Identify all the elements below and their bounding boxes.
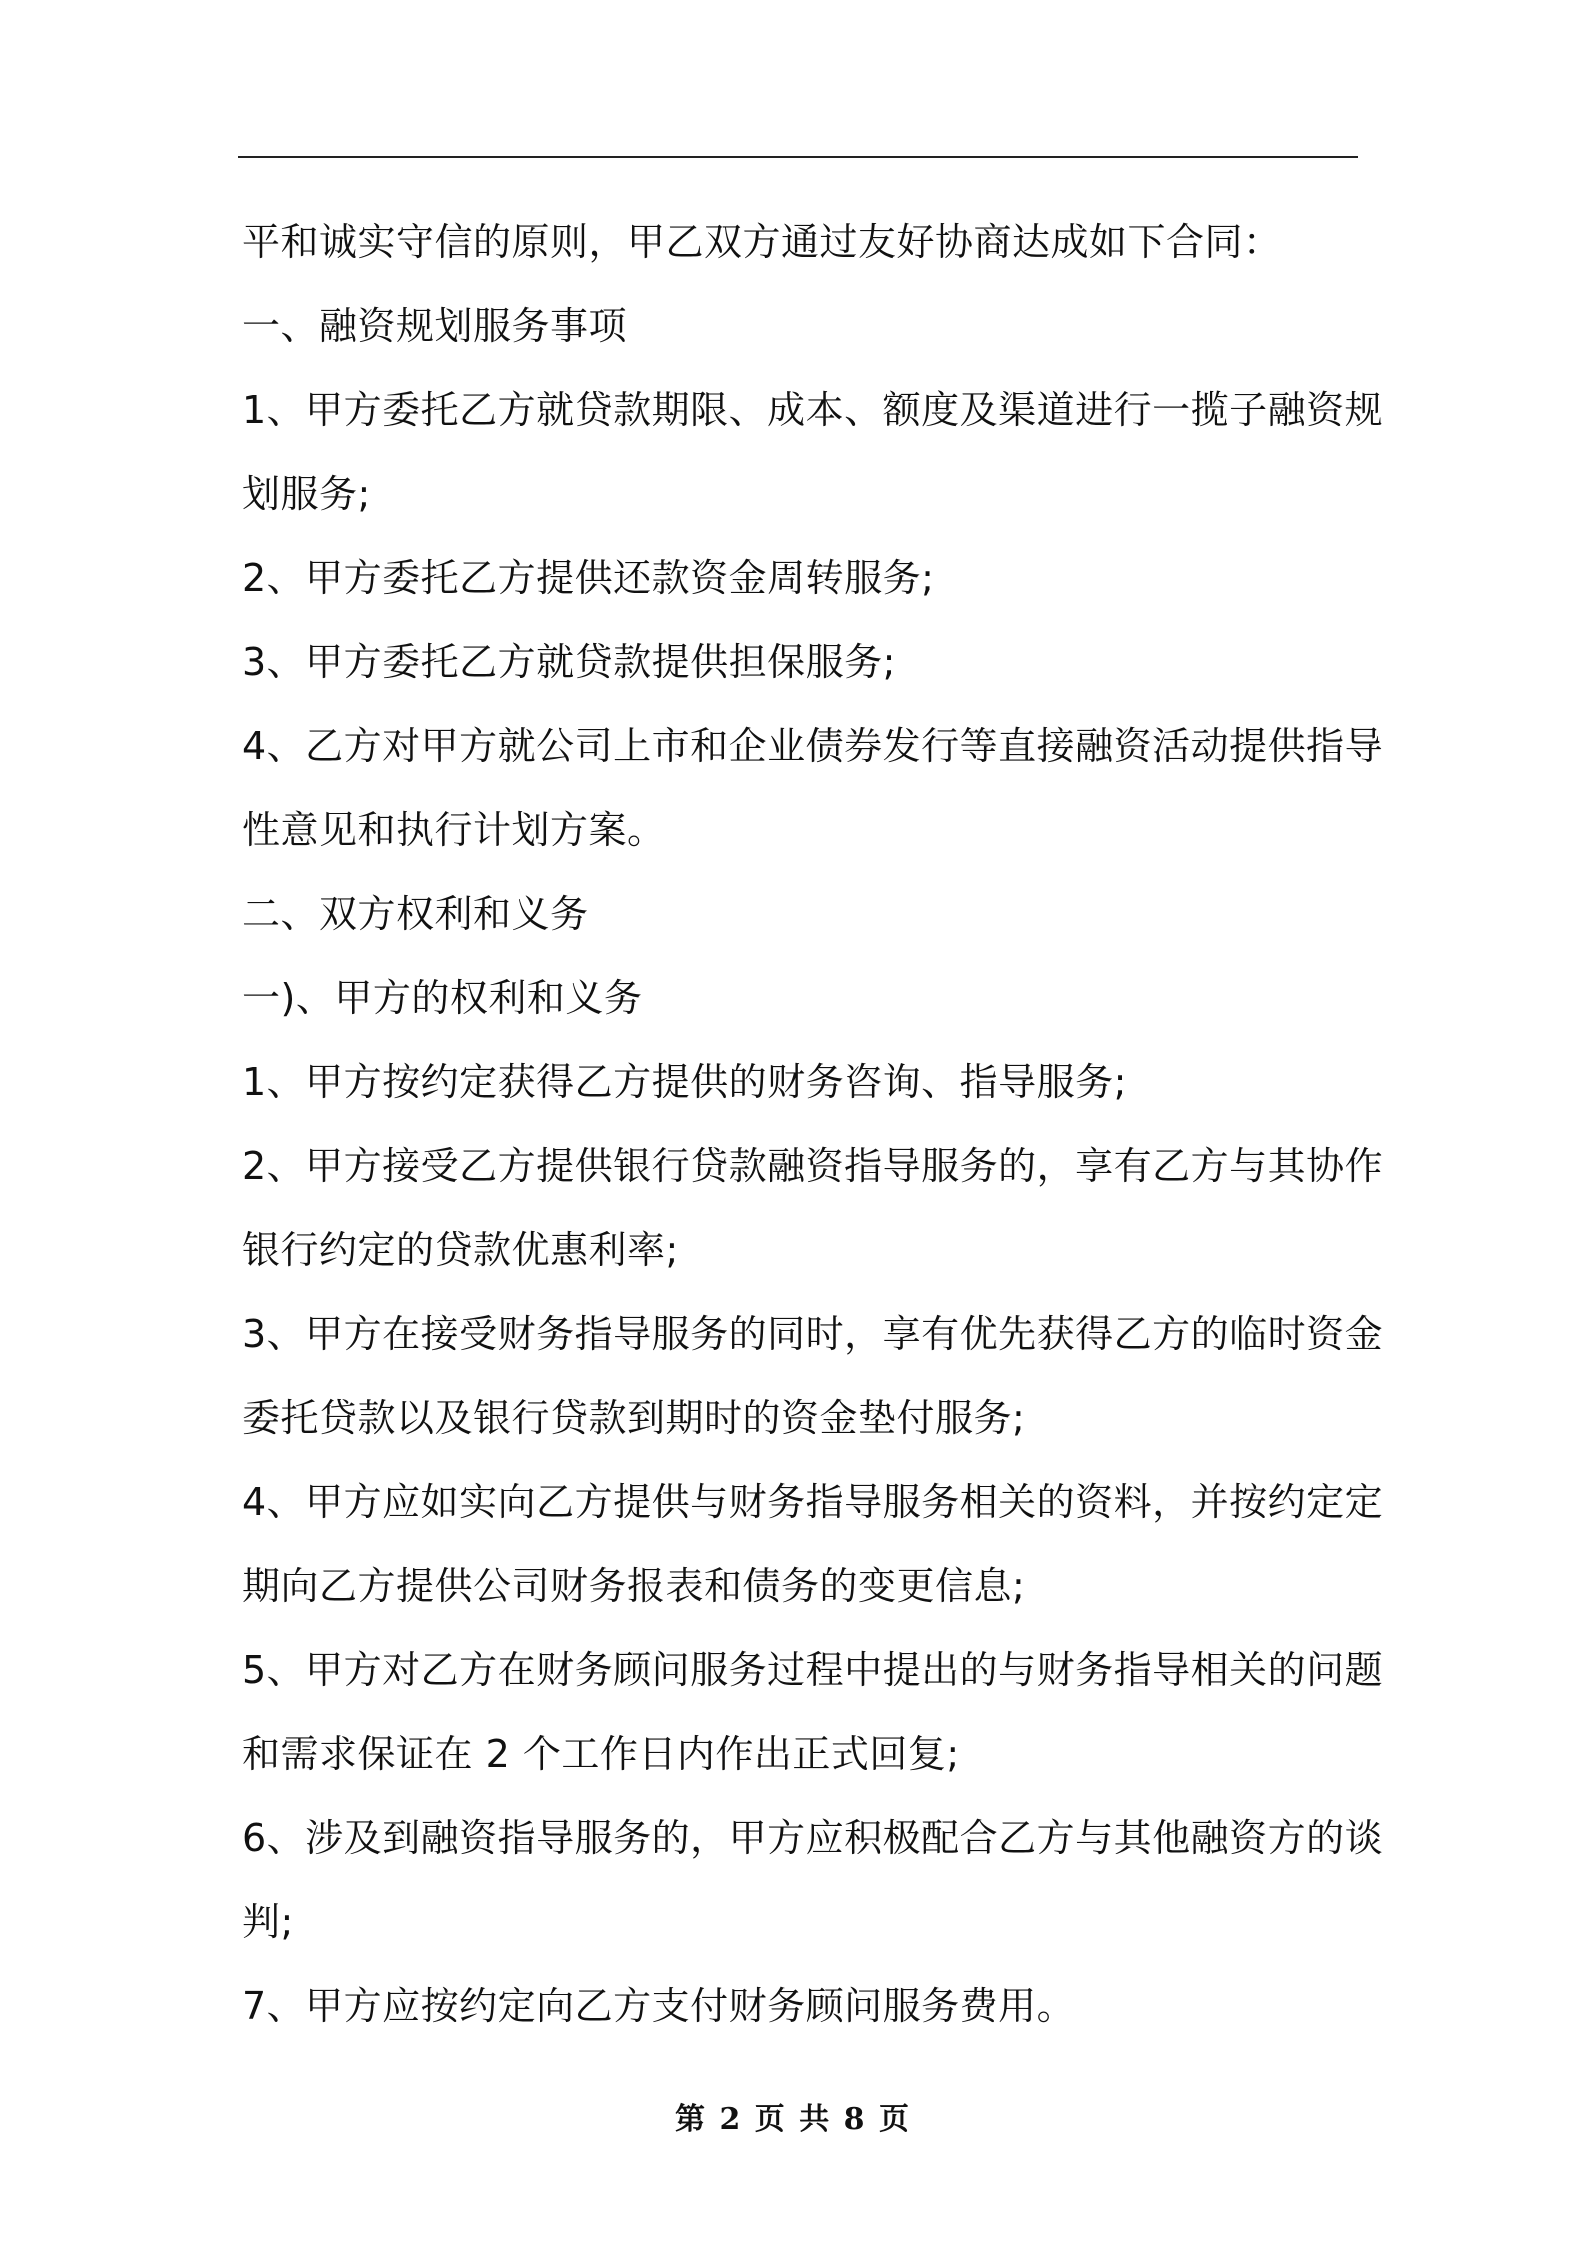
paragraph-line: 划服务; xyxy=(242,472,371,516)
paragraph-line: 委托贷款以及银行贷款到期时的资金垫付服务; xyxy=(242,1396,1026,1440)
paragraph-line: 7、甲方应按约定向乙方支付财务顾问服务费用。 xyxy=(242,1984,1076,2028)
paragraph-line: 1、甲方委托乙方就贷款期限、成本、额度及渠道进行一揽子融资规 xyxy=(242,388,1384,432)
paragraph-line: 6、涉及到融资指导服务的，甲方应积极配合乙方与其他融资方的谈 xyxy=(242,1816,1384,1860)
paragraph-line: 3、甲方在接受财务指导服务的同时，享有优先获得乙方的临时资金 xyxy=(242,1312,1384,1356)
paragraph-line: 5、甲方对乙方在财务顾问服务过程中提出的与财务指导相关的问题 xyxy=(242,1648,1384,1692)
paragraph-line: 和需求保证在 2 个工作日内作出正式回复; xyxy=(242,1732,960,1776)
page-number: 第 2 页 共 8 页 xyxy=(675,2102,911,2137)
header-rule xyxy=(238,156,1358,158)
paragraph-line: 期向乙方提供公司财务报表和债务的变更信息; xyxy=(242,1564,1026,1608)
paragraph-line: 平和诚实守信的原则，甲乙双方通过友好协商达成如下合同： xyxy=(242,220,1282,264)
paragraph-line: 3、甲方委托乙方就贷款提供担保服务; xyxy=(242,640,896,684)
section-heading: 一、融资规划服务事项 xyxy=(242,304,628,348)
paragraph-line: 2、甲方接受乙方提供银行贷款融资指导服务的，享有乙方与其协作 xyxy=(242,1144,1384,1188)
subsection-heading: 一)、甲方的权利和义务 xyxy=(242,976,643,1020)
section-heading: 二、双方权利和义务 xyxy=(242,892,589,936)
document-body xyxy=(242,200,1384,2048)
paragraph-line: 2、甲方委托乙方提供还款资金周转服务; xyxy=(242,556,935,600)
paragraph-line: 1、甲方按约定获得乙方提供的财务咨询、指导服务; xyxy=(242,1060,1127,1104)
paragraph-line: 银行约定的贷款优惠利率; xyxy=(242,1228,679,1272)
paragraph-line: 性意见和执行计划方案。 xyxy=(242,808,666,852)
paragraph-line: 4、甲方应如实向乙方提供与财务指导服务相关的资料，并按约定定 xyxy=(242,1480,1384,1524)
paragraph-line: 判; xyxy=(242,1900,294,1944)
paragraph-line: 4、乙方对甲方就公司上市和企业债券发行等直接融资活动提供指导 xyxy=(242,724,1384,768)
